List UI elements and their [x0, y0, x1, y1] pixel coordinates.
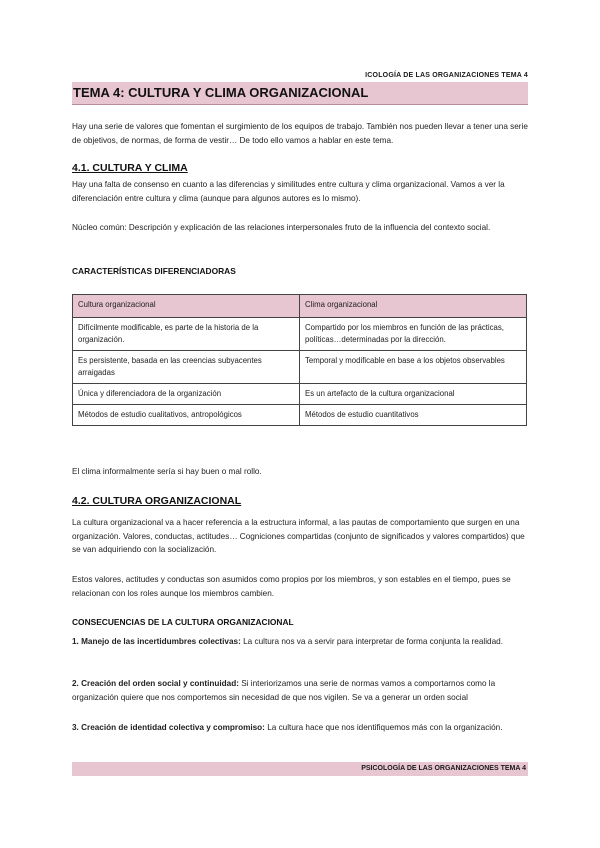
table-cell: Métodos de estudio cuantitativos: [300, 405, 527, 426]
comparison-table: [72, 294, 527, 426]
table-cell: Única y diferenciadora de la organización: [73, 384, 300, 405]
consequence-item: [72, 635, 528, 649]
section1-paragraph-1: Hay una falta de consenso en cuanto a las diferencias y similitudes entre cultura y clima organizacional. Vamos a ver la diferenciación entre cultura y clima (aunque para algunos autores es lo mismo).: [72, 180, 505, 203]
table-cell: Es persistente, basada en las creencias subyacentes arraigadas: [73, 351, 300, 384]
table-header-cell: Clima organizacional: [300, 295, 527, 318]
subheading-consecuencias: CONSECUENCIAS DE LA CULTURA ORGANIZACIONAL: [72, 617, 294, 627]
section-heading-cultura-organizacional: 4.2. CULTURA ORGANIZACIONAL: [72, 495, 242, 507]
table-cell: Es un artefacto de la cultura organizacional: [300, 384, 527, 405]
section1-paragraph-2: Núcleo común: Descripción y explicación de las relaciones interpersonales fruto de la influencia del contexto social.: [72, 223, 491, 232]
table-row: [73, 318, 527, 351]
table-row: [73, 384, 527, 405]
footer-bar: [72, 762, 528, 776]
consequence-item: [72, 721, 528, 735]
consequence-item: [72, 677, 528, 704]
consequence-text: La cultura nos va a servir para interpretar de forma conjunta la realidad.: [240, 637, 503, 646]
consequence-lead: 3. Creación de identidad colectiva y compromiso:: [72, 723, 265, 732]
table-header-cell: Cultura organizacional: [73, 295, 300, 318]
running-footer: PSICOLOGÍA DE LAS ORGANIZACIONES TEMA 4: [361, 765, 526, 772]
table-cell: Difícilmente modificable, es parte de la historia de la organización.: [73, 318, 300, 351]
section2-paragraph-1: La cultura organizacional va a hacer referencia a la estructura informal, a las pautas de comportamiento que surgen en una organización. Valores, conductas, actitudes… Cogniciones compartidas (conjunto de significados y valores compartidos) que se van adquiriendo con la socialización.: [72, 518, 525, 554]
table-cell: Compartido por los miembros en función de las prácticas, políticas…determinadas por la dirección.: [300, 318, 527, 351]
consequence-text: Si interiorizamos una serie de normas vamos a comportarnos como la organización quiere que nos comportemos sin necesidad de que nos vigilen. Se va a generar un orden social: [72, 679, 496, 702]
running-header: ICOLOGÍA DE LAS ORGANIZACIONES TEMA 4: [365, 72, 528, 79]
table-row: [73, 351, 527, 384]
section1-paragraph-3: El clima informalmente sería si hay buen o mal rollo.: [72, 467, 262, 476]
table-cell: Temporal y modificable en base a los objetos observables: [300, 351, 527, 384]
table-cell: Métodos de estudio cualitativos, antropológicos: [73, 405, 300, 426]
consequence-lead: 2. Creación del orden social y continuidad:: [72, 679, 239, 688]
subheading-caracteristicas: CARACTERÍSTICAS DIFERENCIADORAS: [72, 266, 236, 276]
section-heading-cultura-clima: 4.1. CULTURA Y CLIMA: [72, 162, 188, 174]
title-bar: [72, 82, 528, 105]
table-row: [73, 405, 527, 426]
consequence-lead: 1. Manejo de las incertidumbres colectivas:: [72, 637, 241, 646]
intro-paragraph: Hay una serie de valores que fomentan el surgimiento de los equipos de trabajo. También nos pueden llevar a tener una serie de objetivos, de normas, de forma de vestir… De todo ello vamos a hablar en este tema.: [72, 122, 528, 145]
page-title: TEMA 4: CULTURA Y CLIMA ORGANIZACIONAL: [73, 85, 369, 100]
table-header-row: [73, 295, 527, 318]
section2-paragraph-2: Estos valores, actitudes y conductas son asumidos como propios por los miembros, y son estables en el tiempo, pues se relacionan con los roles aunque los miembros cambien.: [72, 575, 511, 598]
consequence-text: La cultura hace que nos identifiquemos más con la organización.: [264, 723, 503, 732]
